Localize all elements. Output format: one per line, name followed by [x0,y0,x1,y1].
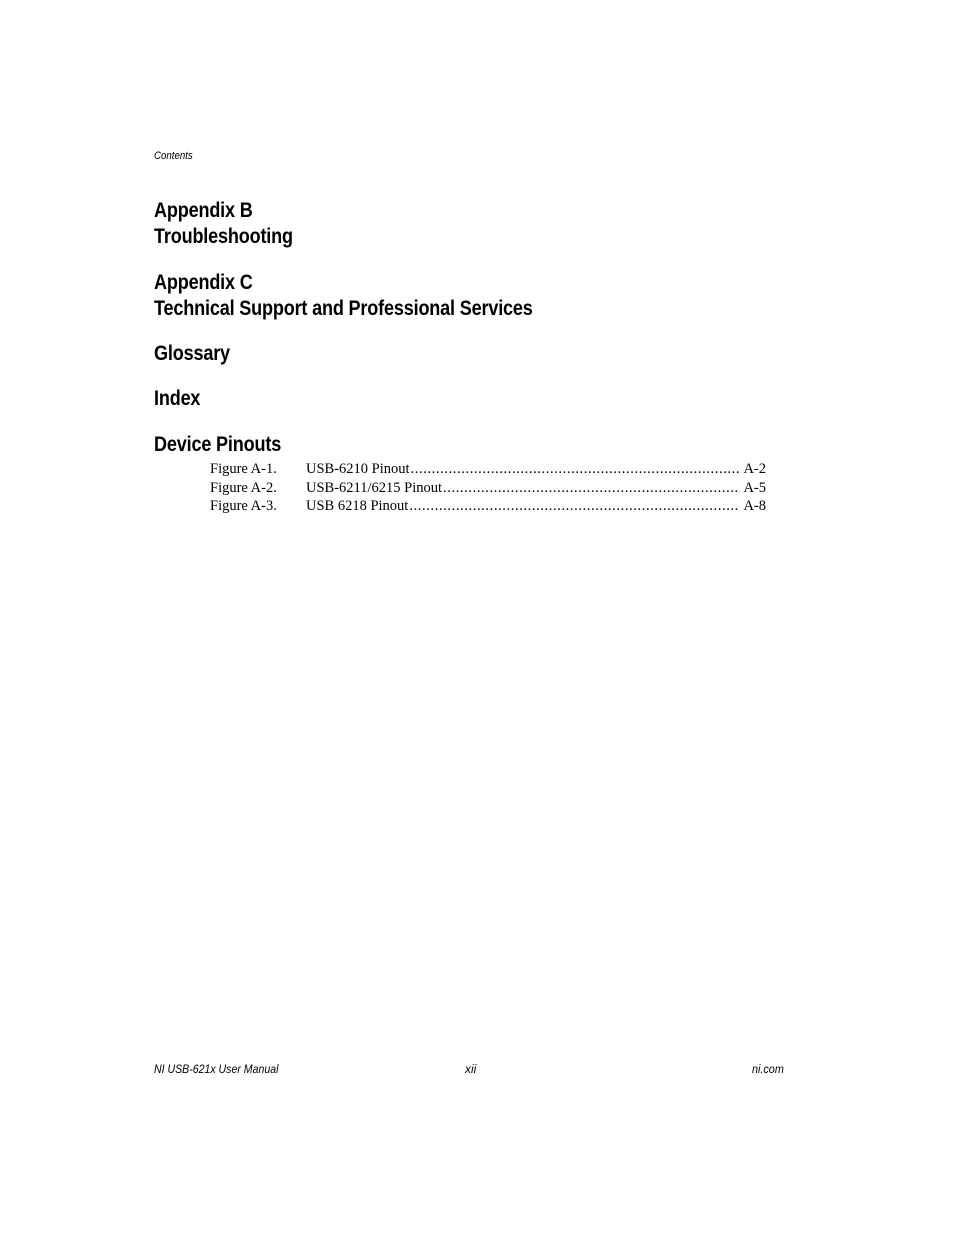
figure-entry[interactable] [210,460,766,479]
footer-manual-title: NI USB-621x User Manual [154,1062,279,1076]
figure-number: Figure A-1. [210,461,277,477]
toc-appendix-b-title[interactable]: Troubleshooting [154,225,293,248]
figure-page: A-2 [743,461,766,477]
toc-glossary[interactable]: Glossary [154,342,230,365]
toc-appendix-c-label[interactable]: Appendix C [154,271,253,294]
toc-device-pinouts[interactable]: Device Pinouts [154,433,282,456]
figure-entry[interactable] [210,479,766,498]
footer-website[interactable]: ni.com [752,1062,784,1076]
figure-number: Figure A-2. [210,480,277,496]
figure-page: A-8 [743,498,766,514]
figure-title: USB-6211/6215 Pinout [306,480,443,496]
running-head: Contents [154,150,193,162]
toc-appendix-b-label[interactable]: Appendix B [154,199,253,222]
figure-page: A-5 [743,480,766,496]
dot-leader [443,479,740,498]
figure-entry[interactable] [210,497,766,516]
figure-title: USB-6210 Pinout [306,461,410,477]
dot-leader [411,460,741,479]
footer-page-number: xii [465,1062,477,1076]
dot-leader [409,497,740,516]
figure-number: Figure A-3. [210,498,277,514]
toc-appendix-c-title[interactable]: Technical Support and Professional Services [154,297,533,320]
figure-title: USB 6218 Pinout [306,498,409,514]
toc-index[interactable]: Index [154,387,201,410]
